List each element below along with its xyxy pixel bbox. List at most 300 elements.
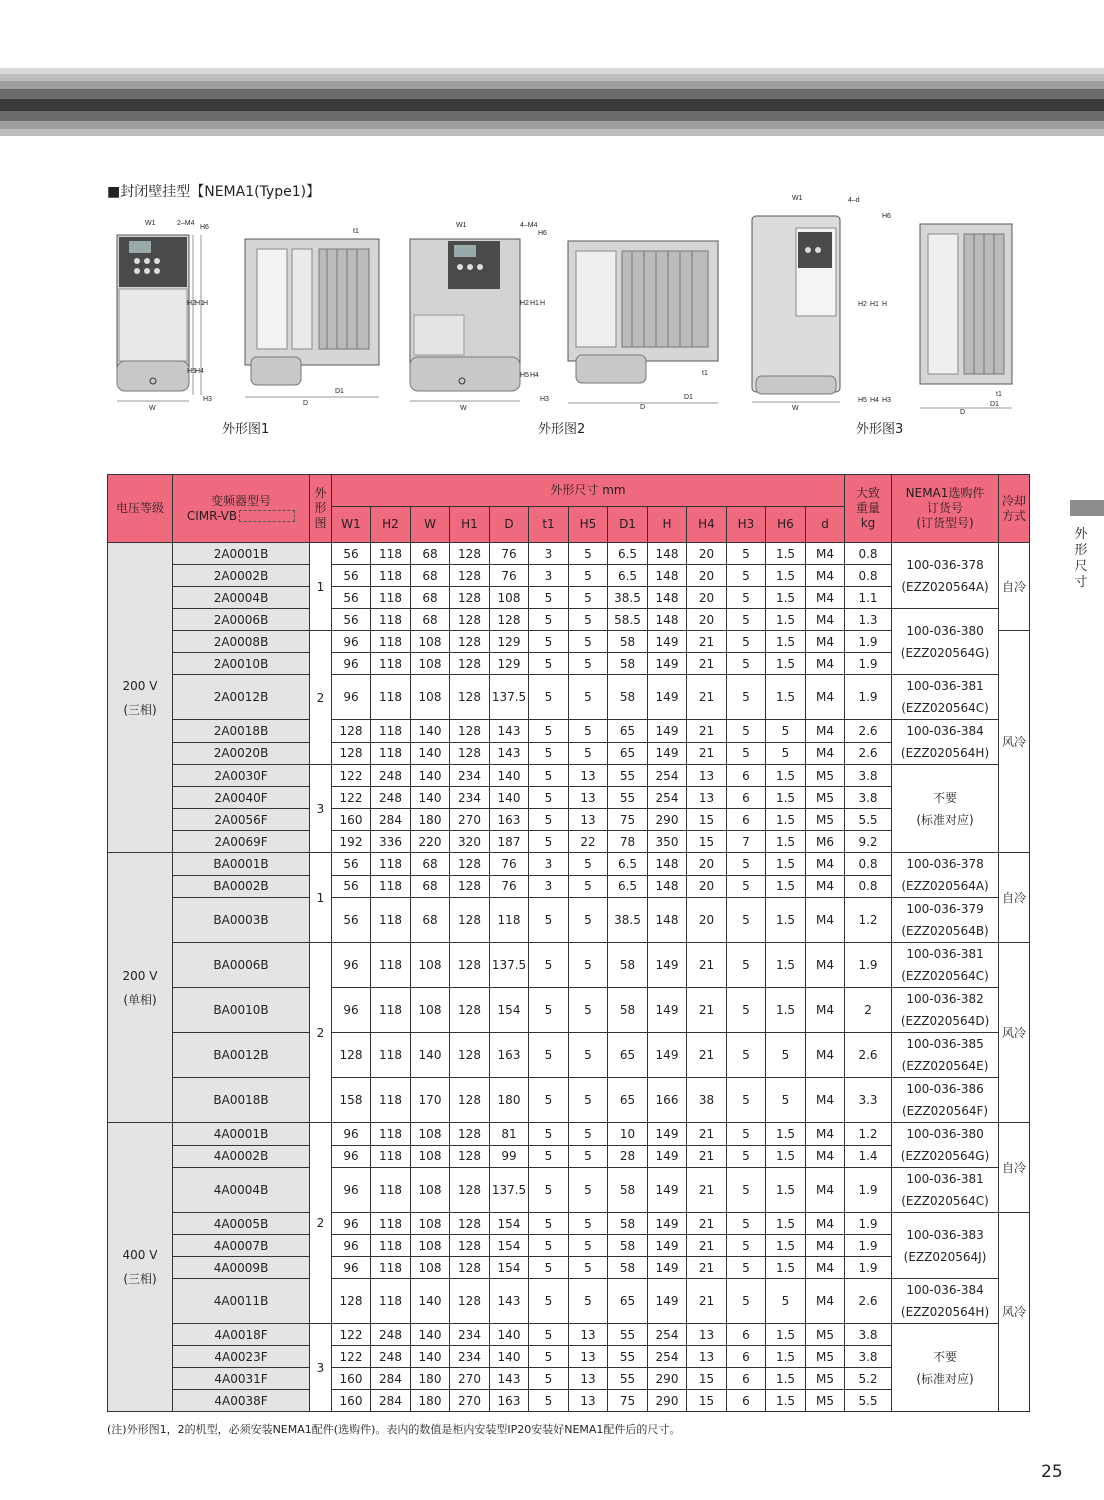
dim-cell: 21 <box>687 1145 727 1168</box>
model-cell: 2A0004B <box>173 587 310 609</box>
model-cell: 2A0002B <box>173 565 310 587</box>
dim-cell: 118 <box>371 943 411 988</box>
table-row <box>108 831 1030 853</box>
dim-cell: 96 <box>332 1145 371 1168</box>
table-row <box>108 720 1030 743</box>
model-cell: BA0018B <box>173 1078 310 1123</box>
dim-cell: 1.5 <box>766 787 806 809</box>
outline-drawing-2 <box>400 205 730 415</box>
dim-cell: 290 <box>648 809 687 831</box>
dim-cell: 38 <box>687 1078 727 1123</box>
cooling-cell: 风冷 <box>999 631 1030 853</box>
dim-cell: 118 <box>371 1078 411 1123</box>
model-cell: 4A0018F <box>173 1324 310 1346</box>
table-row <box>108 653 1030 675</box>
dim-cell: 284 <box>371 1390 411 1412</box>
dim-cell: 13 <box>569 809 608 831</box>
dim-cell: 5 <box>529 831 569 853</box>
model-cell: 4A0038F <box>173 1390 310 1412</box>
dim-cell: 118 <box>371 1235 411 1257</box>
dim-cell: 3 <box>529 565 569 587</box>
dim-cell: 5 <box>529 765 569 787</box>
dim-cell: 108 <box>411 1257 450 1279</box>
dim-cell: 5 <box>569 675 608 720</box>
header-dim-h6: H6 <box>766 507 806 543</box>
dim-cell: 154 <box>490 1213 529 1235</box>
figure-cell: 3 <box>310 765 332 853</box>
dim-cell: M5 <box>806 1346 845 1368</box>
dim-cell: 56 <box>332 565 371 587</box>
weight-cell: 3.8 <box>845 765 892 787</box>
dim-cell: 1.5 <box>766 943 806 988</box>
dim-cell: 76 <box>490 853 529 876</box>
dim-cell: 5 <box>529 1033 569 1078</box>
dim-cell: 128 <box>450 609 490 631</box>
dim-cell: 5 <box>529 787 569 809</box>
option-line: (EZZ020564A) <box>901 879 989 893</box>
option-line: (EZZ020564F) <box>901 1104 989 1118</box>
dim-cell: 128 <box>450 1257 490 1279</box>
dim-cell: 5 <box>569 1213 608 1235</box>
dim-cell: 248 <box>371 1346 411 1368</box>
dim-cell: 58.5 <box>608 609 648 631</box>
header-dim-h: H <box>648 507 687 543</box>
model-cell: 4A0011B <box>173 1279 310 1324</box>
dim-cell: 21 <box>687 631 727 653</box>
dim-cell: 5 <box>529 1257 569 1279</box>
svg-text:H: H <box>882 301 888 308</box>
dim-cell: 108 <box>411 631 450 653</box>
dim-cell: 56 <box>332 543 371 565</box>
dim-cell: 149 <box>648 1213 687 1235</box>
weight-cell: 1.9 <box>845 631 892 653</box>
model-cell: 4A0005B <box>173 1213 310 1235</box>
dim-cell: 128 <box>490 609 529 631</box>
dim-cell: 5 <box>529 742 569 765</box>
svg-text:D1: D1 <box>990 401 999 408</box>
dim-cell: M4 <box>806 609 845 631</box>
svg-text:4–M4: 4–M4 <box>520 222 538 229</box>
table-row <box>108 765 1030 787</box>
dim-cell: 108 <box>411 943 450 988</box>
footnote: (注)外形图1，2的机型，必须安装NEMA1配件(选购件)。表内的数值是柜内安装型IP20安装好NEMA1配件后的尺寸。 <box>107 1423 681 1436</box>
weight-cell: 5.2 <box>845 1368 892 1390</box>
dim-cell: 5 <box>569 1235 608 1257</box>
header-stripe <box>0 74 1104 81</box>
option-line: 100-036-381 <box>906 947 984 961</box>
weight-cell: 1.9 <box>845 1235 892 1257</box>
table-row <box>108 1324 1030 1346</box>
dim-cell: 5 <box>727 875 766 898</box>
dim-cell: 166 <box>648 1078 687 1123</box>
voltage-cell <box>108 853 173 1123</box>
dim-cell: 13 <box>687 787 727 809</box>
weight-cell: 1.9 <box>845 675 892 720</box>
dim-cell: 128 <box>450 587 490 609</box>
model-cell: BA0012B <box>173 1033 310 1078</box>
dim-cell: M4 <box>806 1078 845 1123</box>
option-line: (EZZ020564A) <box>901 579 989 594</box>
option-cell <box>892 609 999 675</box>
dim-cell: 5 <box>727 631 766 653</box>
dim-cell: 68 <box>411 543 450 565</box>
dim-cell: 270 <box>450 1368 490 1390</box>
dim-cell: 1.5 <box>766 875 806 898</box>
svg-text:H2: H2 <box>187 300 196 307</box>
dim-cell: 160 <box>332 809 371 831</box>
svg-text:W1: W1 <box>792 195 803 202</box>
dim-cell: 96 <box>332 1123 371 1146</box>
dim-cell: 58 <box>608 631 648 653</box>
dim-cell: M4 <box>806 742 845 765</box>
dim-cell: 140 <box>411 742 450 765</box>
dim-cell: 5 <box>727 943 766 988</box>
weight-cell: 2 <box>845 988 892 1033</box>
dim-cell: 128 <box>450 565 490 587</box>
dim-cell: 128 <box>332 742 371 765</box>
dim-cell: 137.5 <box>490 675 529 720</box>
model-cell: BA0006B <box>173 943 310 988</box>
dim-cell: 149 <box>648 943 687 988</box>
dim-cell: 118 <box>371 565 411 587</box>
dim-cell: 154 <box>490 1235 529 1257</box>
dim-cell: 154 <box>490 988 529 1033</box>
model-cell: 4A0002B <box>173 1145 310 1168</box>
dim-cell: 5 <box>529 1346 569 1368</box>
option-line: (EZZ020564C) <box>901 969 989 983</box>
svg-text:H5: H5 <box>858 397 867 404</box>
dim-cell: 21 <box>687 1257 727 1279</box>
weight-cell: 0.8 <box>845 565 892 587</box>
svg-text:H2: H2 <box>858 301 867 308</box>
dim-cell: 5 <box>569 853 608 876</box>
header-stripe <box>0 111 1104 121</box>
dim-cell: 96 <box>332 1213 371 1235</box>
header-stripe <box>0 129 1104 136</box>
dim-cell: 5 <box>766 1078 806 1123</box>
option-cell <box>892 988 999 1033</box>
dim-cell: 149 <box>648 675 687 720</box>
dim-cell: 55 <box>608 1368 648 1390</box>
dim-cell: 1.5 <box>766 587 806 609</box>
option-line: 100-036-386 <box>906 1082 984 1096</box>
dim-cell: 75 <box>608 1390 648 1412</box>
dim-cell: 56 <box>332 587 371 609</box>
option-cell <box>892 943 999 988</box>
dimension-table <box>107 474 1030 1412</box>
header-cooling: 冷却 方式 <box>999 475 1030 543</box>
dim-cell: 58 <box>608 1257 648 1279</box>
dim-cell: 1.5 <box>766 898 806 943</box>
dim-cell: 5 <box>529 631 569 653</box>
dim-cell: 192 <box>332 831 371 853</box>
dim-cell: 1.5 <box>766 609 806 631</box>
dim-cell: 1.5 <box>766 565 806 587</box>
dim-cell: M4 <box>806 1235 845 1257</box>
figure-cell: 2 <box>310 1123 332 1324</box>
weight-cell: 3.8 <box>845 1346 892 1368</box>
dim-cell: 22 <box>569 831 608 853</box>
header-stripe <box>0 81 1104 89</box>
dim-cell: 284 <box>371 809 411 831</box>
table-row <box>108 1145 1030 1168</box>
option-line: 100-036-380 <box>906 623 984 638</box>
model-cell: 2A0020B <box>173 742 310 765</box>
dim-cell: 5 <box>727 1033 766 1078</box>
dim-cell: 5 <box>727 609 766 631</box>
option-line: (标准对应) <box>916 1371 974 1386</box>
dim-cell: 1.5 <box>766 1213 806 1235</box>
dim-cell: 148 <box>648 898 687 943</box>
dim-cell: M4 <box>806 1123 845 1146</box>
dim-cell: M4 <box>806 988 845 1033</box>
dim-cell: 129 <box>490 653 529 675</box>
model-cell: 2A0008B <box>173 631 310 653</box>
dim-cell: M4 <box>806 853 845 876</box>
option-cell <box>892 1279 999 1324</box>
weight-cell: 1.9 <box>845 943 892 988</box>
dim-cell: 96 <box>332 1168 371 1213</box>
svg-text:H4: H4 <box>870 397 879 404</box>
option-cell <box>892 1078 999 1123</box>
dim-cell: 7 <box>727 831 766 853</box>
dim-cell: 220 <box>411 831 450 853</box>
svg-text:W: W <box>460 405 467 412</box>
dim-cell: 38.5 <box>608 898 648 943</box>
dim-cell: 118 <box>371 1123 411 1146</box>
dim-cell: 160 <box>332 1368 371 1390</box>
dim-cell: 5 <box>569 653 608 675</box>
dim-cell: 143 <box>490 1279 529 1324</box>
dim-cell: 5 <box>529 609 569 631</box>
dim-cell: 118 <box>371 1213 411 1235</box>
dim-cell: 21 <box>687 742 727 765</box>
dim-cell: 20 <box>687 875 727 898</box>
dim-cell: 108 <box>411 1145 450 1168</box>
dim-cell: 5 <box>529 1145 569 1168</box>
dim-cell: 270 <box>450 1390 490 1412</box>
dim-cell: 38.5 <box>608 587 648 609</box>
weight-cell: 1.2 <box>845 898 892 943</box>
dim-cell: 99 <box>490 1145 529 1168</box>
dim-cell: 149 <box>648 988 687 1033</box>
header-dim-h4: H4 <box>687 507 727 543</box>
table-row <box>108 1033 1030 1078</box>
dim-cell: 5 <box>766 742 806 765</box>
dim-cell: 68 <box>411 565 450 587</box>
dim-cell: 20 <box>687 565 727 587</box>
dim-cell: 13 <box>569 765 608 787</box>
header-model: 变频器型号 CIMR-VB <box>173 475 310 543</box>
dim-cell: 56 <box>332 609 371 631</box>
dim-cell: 5 <box>727 675 766 720</box>
dim-cell: 5 <box>727 1123 766 1146</box>
dim-cell: 55 <box>608 1324 648 1346</box>
weight-cell: 1.2 <box>845 1123 892 1146</box>
svg-text:t1: t1 <box>996 391 1002 398</box>
dim-cell: 108 <box>411 1123 450 1146</box>
model-cell: 4A0001B <box>173 1123 310 1146</box>
dim-cell: 149 <box>648 1168 687 1213</box>
dim-cell: 6 <box>727 765 766 787</box>
option-line: 100-036-378 <box>906 857 984 871</box>
dim-cell: 128 <box>450 543 490 565</box>
dim-cell: M4 <box>806 543 845 565</box>
model-cell: 2A0001B <box>173 543 310 565</box>
figure-cell: 1 <box>310 853 332 943</box>
dim-cell: 149 <box>648 1257 687 1279</box>
svg-text:4–d: 4–d <box>848 197 860 204</box>
dim-cell: 128 <box>450 1033 490 1078</box>
dim-cell: 128 <box>450 675 490 720</box>
model-suffix-box <box>239 510 295 522</box>
header-figure: 外 形 图 <box>310 475 332 543</box>
dim-cell: 248 <box>371 765 411 787</box>
dim-cell: M4 <box>806 675 845 720</box>
weight-cell: 5.5 <box>845 809 892 831</box>
option-line: 100-036-383 <box>906 1227 984 1242</box>
voltage-line: (单相) <box>123 992 157 1007</box>
dim-cell: 5 <box>529 1078 569 1123</box>
dim-cell: 320 <box>450 831 490 853</box>
dim-cell: 1.5 <box>766 631 806 653</box>
dim-cell: 81 <box>490 1123 529 1146</box>
dim-cell: 140 <box>411 765 450 787</box>
dim-cell: M5 <box>806 1390 845 1412</box>
section-title: ■封闭壁挂型【NEMA1(Type1)】 <box>107 184 321 200</box>
dim-cell: 5 <box>727 988 766 1033</box>
model-cell: 2A0018B <box>173 720 310 743</box>
dim-cell: 140 <box>411 1279 450 1324</box>
svg-text:D: D <box>960 409 966 414</box>
dim-cell: 21 <box>687 653 727 675</box>
table-row <box>108 1213 1030 1235</box>
table-row <box>108 742 1030 765</box>
dim-cell: 5 <box>529 675 569 720</box>
dim-cell: 56 <box>332 875 371 898</box>
dim-cell: 13 <box>569 1324 608 1346</box>
dim-cell: 140 <box>490 765 529 787</box>
svg-text:W1: W1 <box>145 220 156 227</box>
svg-text:H5: H5 <box>187 368 196 375</box>
dim-cell: 163 <box>490 1033 529 1078</box>
dim-cell: 76 <box>490 875 529 898</box>
svg-text:H2: H2 <box>520 300 529 307</box>
dim-cell: 5 <box>727 853 766 876</box>
dim-cell: M4 <box>806 875 845 898</box>
dim-cell: 122 <box>332 1346 371 1368</box>
option-line: (EZZ020564C) <box>901 701 989 715</box>
dim-cell: 128 <box>450 853 490 876</box>
dim-cell: 118 <box>371 853 411 876</box>
table-row <box>108 1123 1030 1146</box>
weight-cell: 9.2 <box>845 831 892 853</box>
table-row <box>108 1257 1030 1279</box>
dim-cell: 180 <box>411 1390 450 1412</box>
dim-cell: 140 <box>490 1346 529 1368</box>
dim-cell: 1.5 <box>766 765 806 787</box>
dim-cell: M4 <box>806 1257 845 1279</box>
dim-cell: 254 <box>648 1324 687 1346</box>
dim-cell: 118 <box>371 631 411 653</box>
option-line: (EZZ020564G) <box>900 1149 990 1163</box>
option-line: 100-036-384 <box>906 724 984 738</box>
weight-cell: 1.9 <box>845 653 892 675</box>
weight-cell: 3.8 <box>845 1324 892 1346</box>
cooling-cell: 风冷 <box>999 943 1030 1123</box>
dim-cell: 118 <box>371 875 411 898</box>
dim-cell: 13 <box>687 1346 727 1368</box>
option-line: 100-036-381 <box>906 1172 984 1186</box>
dim-cell: 58 <box>608 1235 648 1257</box>
svg-text:D1: D1 <box>684 394 693 401</box>
dim-cell: 20 <box>687 898 727 943</box>
dim-cell: 108 <box>490 587 529 609</box>
page-number: 25 <box>1041 1462 1063 1482</box>
figure-caption-3: 外形图3 <box>856 422 904 437</box>
dim-cell: 1.5 <box>766 853 806 876</box>
dim-cell: 140 <box>411 1033 450 1078</box>
dim-cell: 58 <box>608 988 648 1033</box>
dim-cell: 128 <box>450 943 490 988</box>
model-cell: BA0002B <box>173 875 310 898</box>
dim-cell: 65 <box>608 720 648 743</box>
dim-cell: 5 <box>529 1213 569 1235</box>
dim-cell: 148 <box>648 609 687 631</box>
dim-cell: 163 <box>490 1390 529 1412</box>
dim-cell: 148 <box>648 543 687 565</box>
dim-cell: 13 <box>569 1368 608 1390</box>
dim-cell: 5 <box>569 988 608 1033</box>
header-stripe <box>0 121 1104 129</box>
table-row <box>108 988 1030 1033</box>
dim-cell: M4 <box>806 1033 845 1078</box>
dim-cell: M4 <box>806 1145 845 1168</box>
dim-cell: 140 <box>411 787 450 809</box>
dim-cell: 55 <box>608 787 648 809</box>
header-stripe <box>0 89 1104 99</box>
voltage-cell <box>108 543 173 853</box>
option-line: (EZZ020564C) <box>901 1194 989 1208</box>
option-line: (EZZ020564H) <box>900 746 990 760</box>
dim-cell: 128 <box>450 1145 490 1168</box>
dim-cell: 5 <box>529 988 569 1033</box>
table-row <box>108 631 1030 653</box>
dim-cell: 1.5 <box>766 1123 806 1146</box>
dim-cell: 5 <box>727 587 766 609</box>
dim-cell: 21 <box>687 1235 727 1257</box>
dim-cell: 143 <box>490 742 529 765</box>
dim-cell: 68 <box>411 587 450 609</box>
header-weight: 大致 重量 kg <box>845 475 892 543</box>
table-row <box>108 1078 1030 1123</box>
header-dim-w1: W1 <box>332 507 371 543</box>
dim-cell: 5 <box>727 1213 766 1235</box>
dim-cell: 128 <box>450 1213 490 1235</box>
dim-cell: 137.5 <box>490 943 529 988</box>
option-line: 100-036-381 <box>906 679 984 693</box>
dim-cell: 118 <box>371 1168 411 1213</box>
dim-cell: 5 <box>727 898 766 943</box>
dim-cell: 21 <box>687 675 727 720</box>
option-line: (EZZ020564D) <box>900 1014 990 1028</box>
dim-cell: 5 <box>569 898 608 943</box>
dim-cell: 10 <box>608 1123 648 1146</box>
table-row <box>108 1346 1030 1368</box>
dim-cell: M4 <box>806 898 845 943</box>
option-line: 100-036-379 <box>906 902 984 916</box>
dim-cell: 5 <box>766 1279 806 1324</box>
